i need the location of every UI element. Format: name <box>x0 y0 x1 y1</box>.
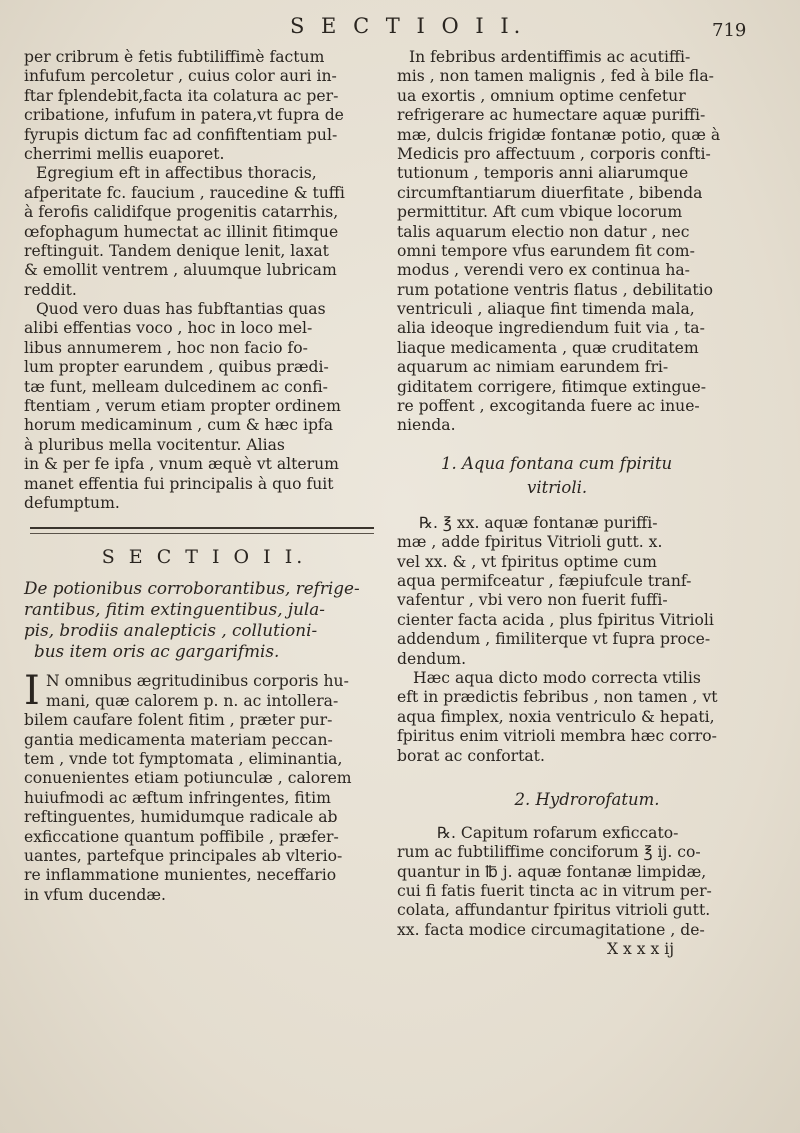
text-line: in & per fe ipfa , vnum æquè vt alterum <box>24 455 339 474</box>
text-line: circumftantiarum diuerfitate , bibenda <box>397 183 703 202</box>
text-line: aquarum ac nimiam earundem fri- <box>397 358 669 377</box>
text-line: gantia medicamenta materiam peccan- <box>24 730 333 749</box>
running-head: S E C T I O I I. <box>290 14 526 38</box>
text-line: conuenientes etiam potiunculæ , calorem <box>24 769 352 788</box>
text-line: ventriculi , aliaque fint timenda mala, <box>397 300 695 319</box>
paragraph <box>24 300 384 513</box>
text-line: aqua permifceatur , fæpiufcule tranf- <box>397 571 692 590</box>
paragraph <box>397 669 777 766</box>
recipe-heading <box>397 452 777 500</box>
recipe <box>397 514 777 669</box>
text-line: liaque medicamenta , quæ cruditatem <box>397 338 699 357</box>
text-line: reftinguit. Tandem denique lenit, laxat <box>24 241 329 260</box>
text-line: addendum , fimiliterque vt fupra proce- <box>397 630 711 649</box>
text-line: giditatem corrigere, fitimque extingue- <box>397 377 707 396</box>
paragraph <box>24 668 384 905</box>
paragraph <box>24 48 384 164</box>
text-line: mæ, dulcis frigidæ fontanæ potio, quæ à <box>397 125 721 144</box>
text-line: reddit. <box>24 280 77 299</box>
section-heading: S E C T I O I I. <box>101 546 307 569</box>
text-line: In febribus ardentiffimis ac acutiffi- <box>409 48 691 66</box>
text-line: re inflammatione munientes, neceffario <box>24 866 337 885</box>
title-line: bus item oris ac gargarifmis. <box>34 641 280 662</box>
text-line: ua exortis , omnium optime cenfetur <box>397 86 686 105</box>
page-number: 719 <box>712 20 747 41</box>
text-line: bilem caufare folent fitim , præter pur- <box>24 711 333 730</box>
text-line: Medicis pro affectuum , corporis confti- <box>397 144 711 163</box>
text-line: tutionum , temporis anni aliarumque <box>397 164 689 183</box>
text-line: manet effentia fui principalis à quo fuit <box>24 474 334 493</box>
text-line: libus annumerem , hoc non facio fo- <box>24 338 308 357</box>
text-line: in vfum ducendæ. <box>24 885 166 904</box>
paragraph <box>397 48 777 436</box>
text-line: quantur in ℔ j. aquæ fontanæ limpidæ, <box>397 862 707 881</box>
text-line: vel xx. & , vt fpiritus optime cum <box>397 552 657 571</box>
text-line: nienda. <box>397 416 456 435</box>
text-line: talis aquarum electio non datur , nec <box>397 222 690 241</box>
text-line: fyrupis dictum fac ad confiftentiam pul- <box>24 125 338 144</box>
text-line: colata, affundantur fpiritus vitrioli gutt. <box>397 901 711 920</box>
paragraph <box>24 164 384 183</box>
text-line: defumptum. <box>24 493 120 512</box>
text-line: per cribrum è fetis fubtiliffimè factum <box>24 48 325 66</box>
text-line: permittitur. Aft cum vbique locorum <box>397 203 683 222</box>
section-title <box>24 578 384 662</box>
text-line: aqua fimplex, noxia ventriculo & hepati, <box>397 707 715 726</box>
text-line: xx. facta modice circumagitatione , de- <box>397 920 705 939</box>
recipe-heading: 2. Hydrorofatum. <box>514 789 660 809</box>
text-line: Quod vero duas has fubftantias quas <box>36 300 326 319</box>
text-line: Hæc aqua dicto modo correcta vtilis <box>413 668 701 687</box>
text-line: refrigerare ac humectare aquæ puriffi- <box>397 106 706 125</box>
section-divider <box>30 527 374 534</box>
paragraph <box>24 184 384 300</box>
text-line: eft in prædictis febribus , non tamen , vt <box>397 688 718 707</box>
text-line: exficcatione quantum poffibile , præfer- <box>24 827 339 846</box>
text-line: N omnibus ægritudinibus corporis hu- <box>46 672 349 691</box>
text-line: ftar fplendebit,facta ita colatura ac per- <box>24 86 339 105</box>
heading-line: 1. Aqua fontana cum fpiritu <box>441 453 673 473</box>
text-line: ℞. ℥ xx. aquæ fontanæ puriffi- <box>419 513 658 532</box>
text-line: omni tempore vfus earundem fit com- <box>397 241 695 260</box>
text-line: re poffent , excogitanda fuere ac inue- <box>397 397 700 416</box>
text-line: lum propter earundem , quibus prædi- <box>24 358 329 377</box>
text-line: huiufmodi ac æftum infringentes, fitim <box>24 788 331 807</box>
text-line: œfophagum humectat ac illinit fitimque <box>24 222 339 241</box>
text-line: à pluribus mella vocitentur. Alias <box>24 435 285 454</box>
text-line: & emollit ventrem , aluumque lubricam <box>24 261 337 280</box>
text-line: cui fi fatis fuerit tincta ac in vitrum per- <box>397 882 712 901</box>
text-line: infufum percoletur , cuius color auri in- <box>24 67 337 86</box>
catchword: X x x x ij <box>607 940 675 959</box>
text-line: reftinguentes, humidumque radicale ab <box>24 808 338 827</box>
title-line: rantibus, fitim extinguentibus, jula- <box>24 599 325 620</box>
text-line: horum medicaminum , cum & hæc ipfa <box>24 416 333 435</box>
text-line: mani, quæ calorem p. n. ac intollera- <box>46 691 339 710</box>
text-line: à ferofis calidifque progenitis catarrhis, <box>24 203 339 222</box>
heading-line: vitrioli. <box>527 477 588 497</box>
text-line: mis , non tamen malignis , fed à bile fla- <box>397 67 714 86</box>
text-line: tem , vnde tot fymptomata , eliminantia, <box>24 749 343 768</box>
text-line: borat ac confortat. <box>397 746 545 765</box>
text-line: cienter facta acida , plus fpiritus Vitrioli <box>397 610 714 629</box>
text-line: uantes, partefque principales ab vlterio- <box>24 846 343 865</box>
left-column <box>24 48 384 905</box>
text-line: rum potatione ventris flatus , debilitatio <box>397 280 714 299</box>
text-line: mæ , adde fpiritus Vitrioli gutt. x. <box>397 533 663 552</box>
text-line: cherrimi mellis euaporet. <box>24 144 225 163</box>
text-line: ℞. Capitum rofarum exficcato- <box>437 823 679 842</box>
text-line: tæ funt, melleam dulcedinem ac confi- <box>24 377 328 396</box>
text-line: ftentiam , verum etiam propter ordinem <box>24 397 341 416</box>
title-line: De potionibus corroborantibus, refrige- <box>24 578 360 599</box>
recipe <box>397 824 777 940</box>
drop-cap: I <box>24 668 40 715</box>
text-line: rum ac fubtiliffime conciforum ℥ ij. co- <box>397 843 701 862</box>
text-line: cribatione, infufum in patera,vt fupra de <box>24 106 344 125</box>
text-line: alia ideoque ingrediendum fuit via , ta- <box>397 319 705 338</box>
right-column <box>397 48 777 960</box>
text-line: dendum. <box>397 649 467 668</box>
text-line: fpiritus enim vitrioli membra hæc corro- <box>397 727 717 746</box>
title-line: pis, brodiis analepticis , collutioni- <box>24 620 318 641</box>
text-line: modus , verendi vero ex continua ha- <box>397 261 690 280</box>
text-line: Egregium eft in affectibus thoracis, <box>36 164 317 183</box>
text-line: alibi effentias voco , hoc in loco mel- <box>24 319 313 338</box>
text-line: afperitate fc. faucium , raucedine & tuffi <box>24 183 345 202</box>
text-line: vafentur , vbi vero non fuerit fuffi- <box>397 591 668 610</box>
